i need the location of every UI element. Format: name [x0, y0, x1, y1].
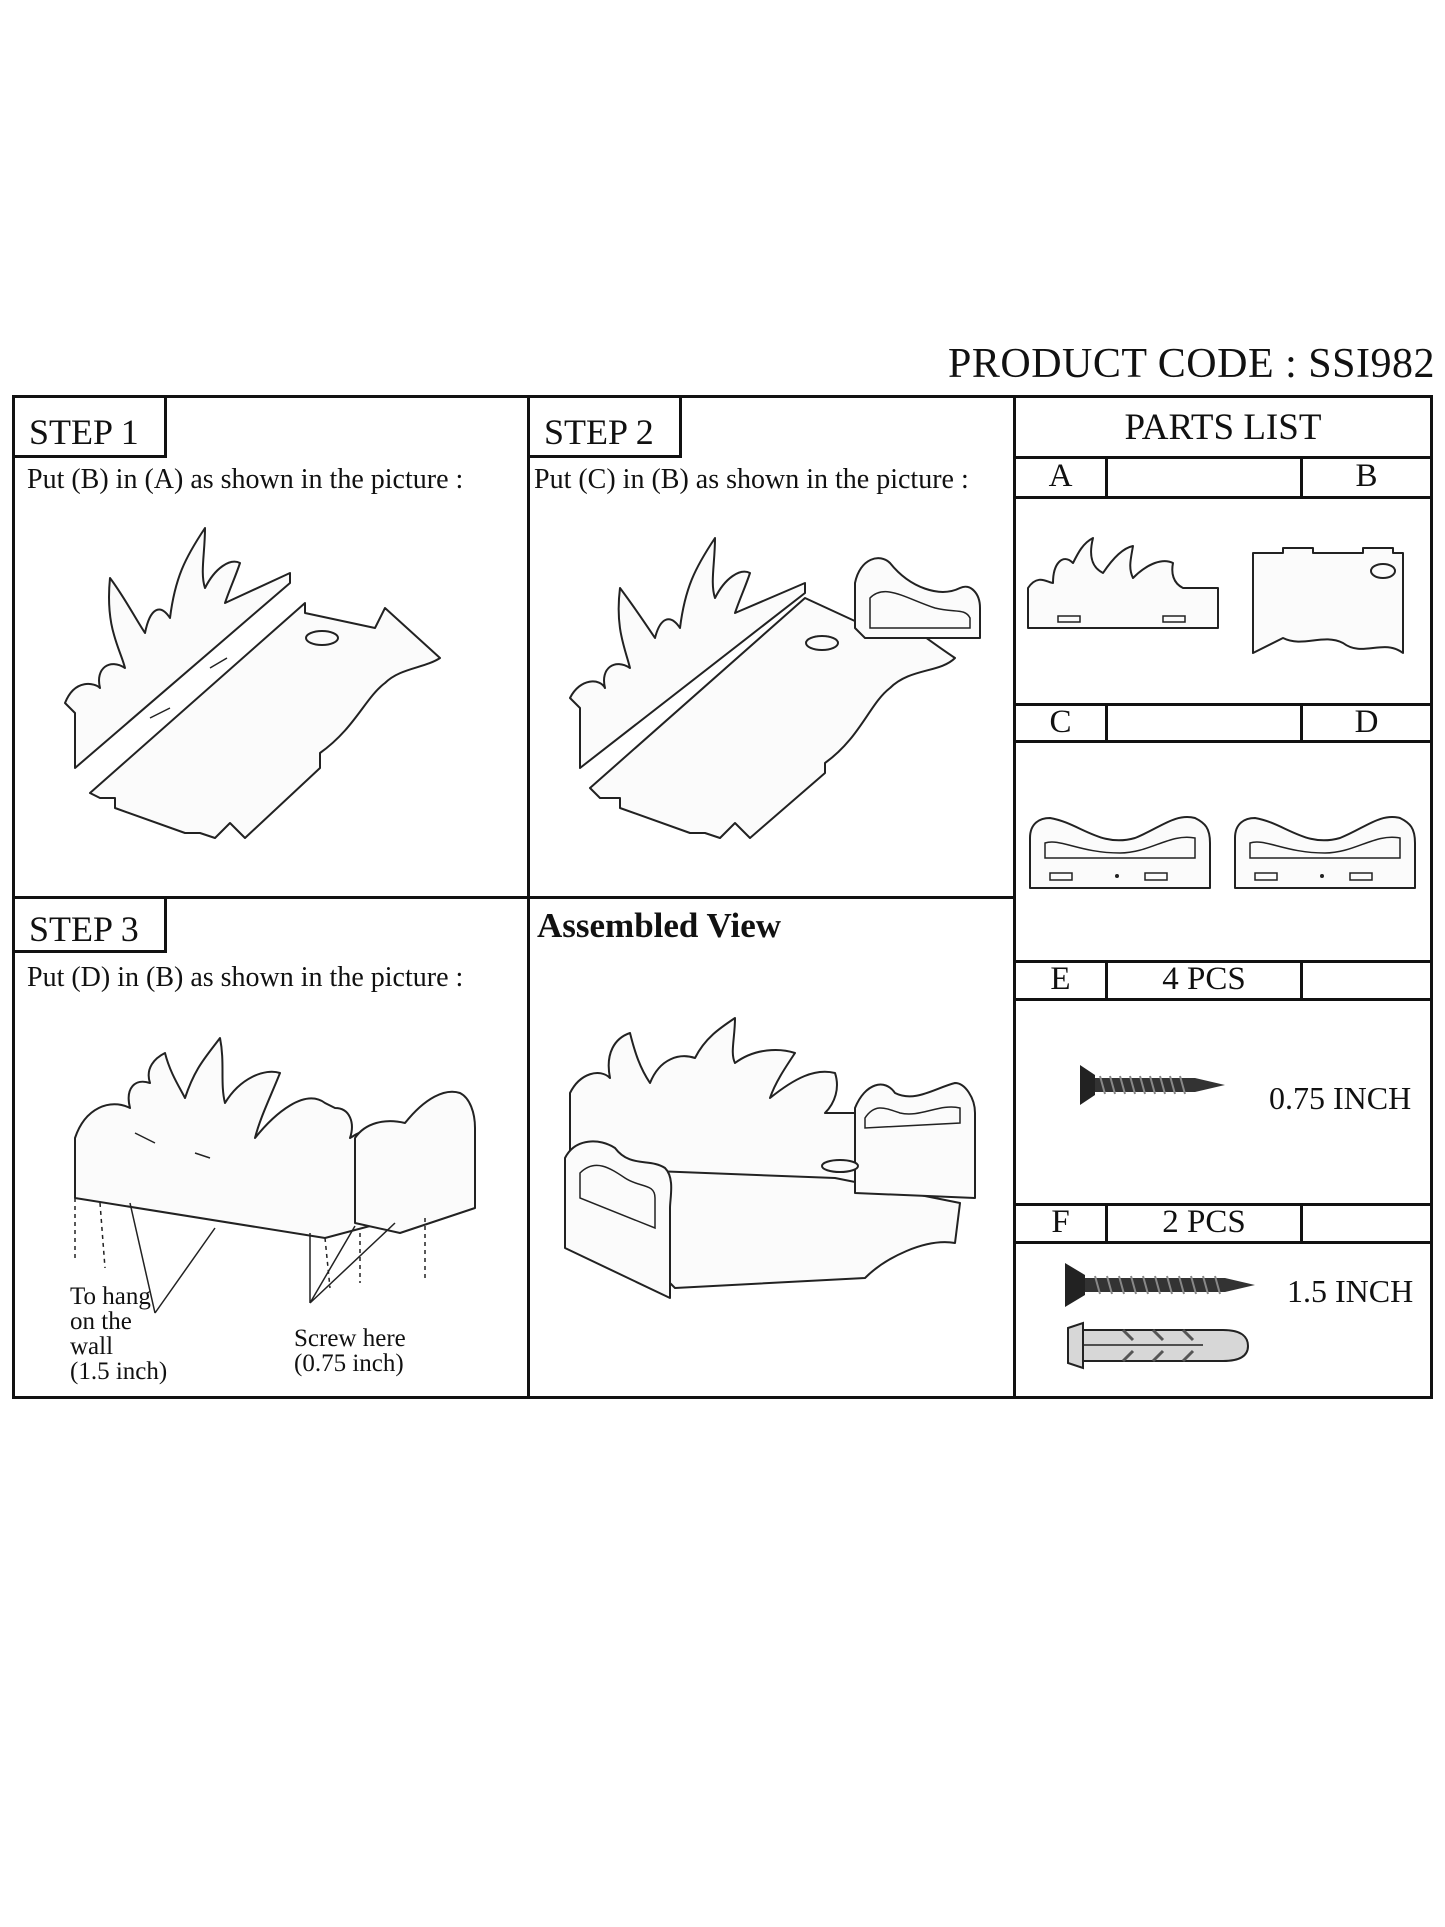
part-e-size: 0.75 INCH [1269, 1080, 1412, 1116]
screw-note [294, 1326, 406, 1376]
step3-instruction: Put (D) in (B) as shown in the picture : [27, 962, 464, 993]
side-bracket-d-icon [1230, 808, 1420, 898]
screw-long-icon [1060, 1260, 1260, 1310]
divider [1105, 456, 1108, 496]
hang-note-line: wall [70, 1333, 114, 1360]
assembled-view-title: Assembled View [537, 906, 782, 945]
part-a-label: A [1048, 458, 1073, 494]
part-e-quantity: 4 PCS [1162, 961, 1246, 997]
hang-note-line: To hang [70, 1283, 151, 1310]
part-e-label: E [1050, 961, 1071, 997]
product-code: PRODUCT CODE : SSI982 [948, 341, 1435, 387]
part-d-label: D [1354, 704, 1379, 740]
part-b-label: B [1355, 458, 1378, 494]
step1-instruction: Put (B) in (A) as shown in the picture : [27, 464, 464, 495]
shelf-base-board-icon [1243, 543, 1413, 663]
assembled-illustration [555, 998, 1015, 1328]
instruction-sheet [12, 395, 1433, 1399]
step1-title: STEP 1 [15, 398, 167, 458]
step2-instruction: Put (C) in (B) as shown in the picture : [534, 464, 969, 495]
step2-title: STEP 2 [530, 398, 682, 458]
divider [1016, 998, 1430, 1001]
step1-illustration [55, 508, 495, 878]
part-c-label: C [1049, 704, 1072, 740]
step2-illustration [560, 528, 1000, 868]
shelf-back-panel-icon [1023, 528, 1223, 638]
part-f-label: F [1051, 1204, 1070, 1240]
part-f-size: 1.5 INCH [1287, 1273, 1414, 1309]
screw-note-line: Screw here [294, 1325, 406, 1352]
divider [1016, 1241, 1430, 1244]
hang-note-line: (1.5 inch) [70, 1358, 168, 1385]
divider [1016, 496, 1430, 499]
divider [1105, 703, 1108, 740]
divider [1016, 740, 1430, 743]
wall-plug-icon [1063, 1318, 1253, 1373]
divider [1300, 1203, 1303, 1241]
step3-title: STEP 3 [15, 899, 167, 953]
divider [1300, 960, 1303, 998]
parts-list-title: PARTS LIST [1124, 407, 1322, 448]
side-bracket-c-icon [1025, 808, 1215, 898]
hang-note [70, 1284, 167, 1384]
screw-note-line: (0.75 inch) [294, 1350, 404, 1377]
screw-short-icon [1075, 1060, 1235, 1110]
part-f-quantity: 2 PCS [1162, 1204, 1246, 1240]
hang-note-line: on the [70, 1308, 132, 1335]
